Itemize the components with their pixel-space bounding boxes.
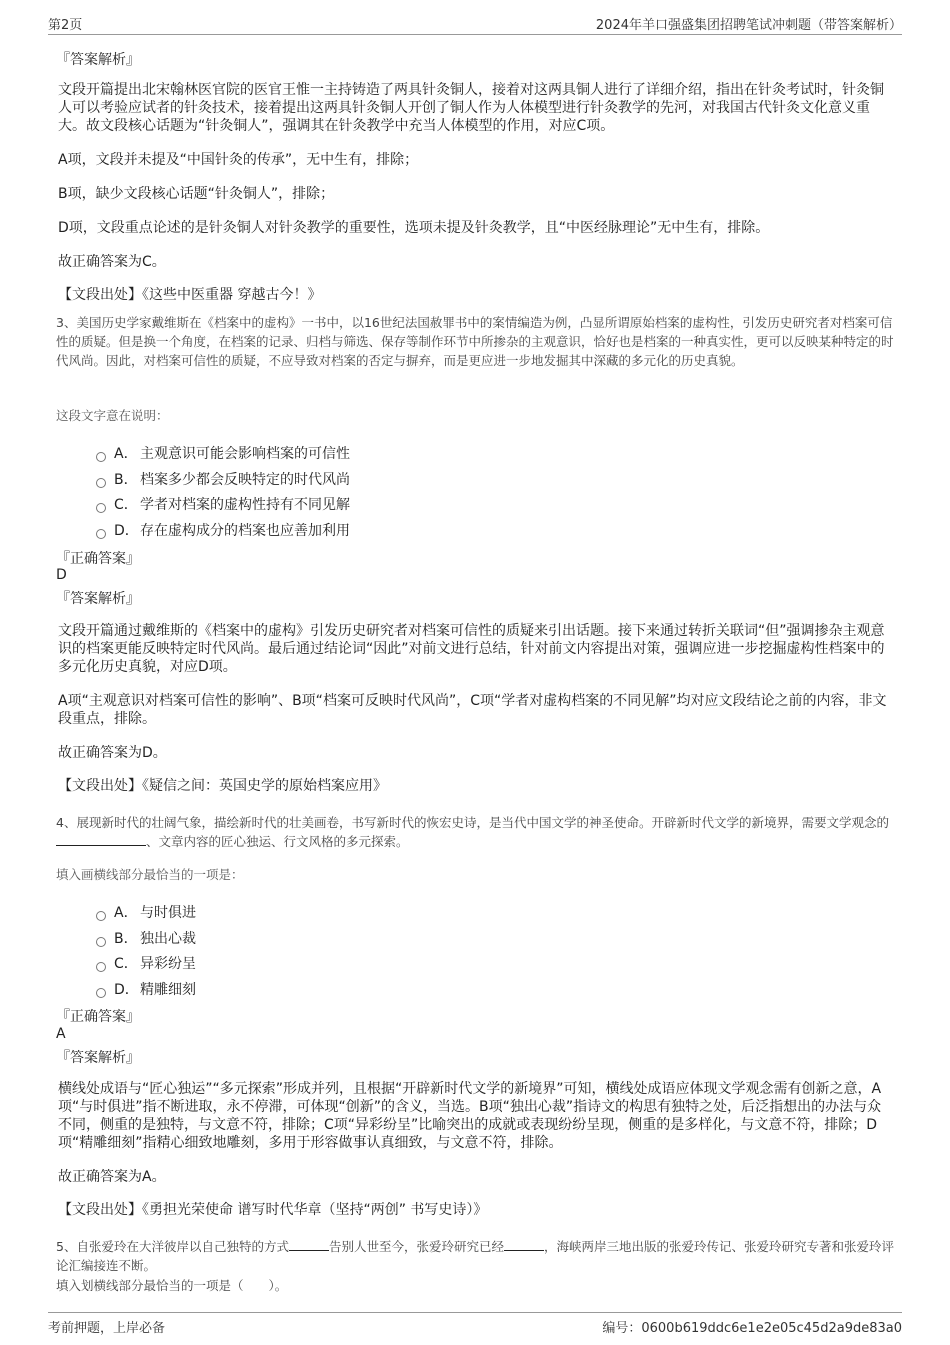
q4-analysis-p2: 故正确答案为A。 [58, 1169, 166, 1185]
q4-option-c[interactable]: C． 异彩纷呈 [96, 953, 196, 973]
option-text: 独出心裁 [140, 931, 196, 947]
radio-icon[interactable] [96, 988, 106, 998]
q3-answer-label: 『正确答案』 [56, 551, 140, 567]
option-text: 学者对档案的虚构性持有不同见解 [140, 497, 350, 513]
document-code: 编号：0600b619ddc6e1e2e05c45d2a9de83a0 [602, 1321, 902, 1336]
q4-source: 【文段出处】《勇担光荣使命 谱写时代华章（坚持“两创” 书写史诗）》 [58, 1202, 488, 1218]
q3-stem: 3、美国历史学家戴维斯在《档案中的虚构》一书中，以16世纪法国赦罪书中的案情编造为例，凸显所谓原始档案的虚构性，引发历史研究者对档案可信性的质疑。但是换一个角度，在档案的记录、归档与筛选、保存等制作环节中所掺杂的主观意识，恰好也是档案的一种真实性，更可以反映某种特定的时代风尚。因此，对档案可信性的质疑，不应导致对档案的否定与摒弃，而是更应进一步地发掘其中深藏的多元化的历史真貌。 [56, 315, 894, 368]
q2-source: 【文段出处】《这些中医重器 穿越古今！》 [58, 287, 322, 303]
q3-answer: D [56, 567, 67, 583]
radio-icon[interactable] [96, 911, 106, 921]
q2-analysis-p5: 故正确答案为C。 [58, 254, 166, 270]
option-text: 异彩纷呈 [140, 956, 196, 972]
radio-icon[interactable] [96, 529, 106, 539]
q2-analysis-p4: D项，文段重点论述的是针灸铜人对针灸教学的重要性，选项未提及针灸教学，且“中医经脉理论”无中生有，排除。 [58, 220, 770, 236]
option-text: 存在虚构成分的档案也应善加利用 [140, 523, 350, 539]
q4-analysis-label: 『答案解析』 [56, 1050, 140, 1066]
radio-icon[interactable] [96, 937, 106, 947]
page-header [48, 12, 902, 35]
q3-analysis-p2: A项“主观意识对档案可信性的影响”、B项“档案可反映时代风尚”，C项“学者对虚构档案的不同见解”均对应文段结论之前的内容，非文段重点，排除。 [58, 693, 887, 727]
footer-slogan: 考前押题，上岸必备 [48, 1321, 166, 1336]
q4-option-a[interactable]: A． 与时俱进 [96, 902, 196, 922]
q4-prompt: 填入画横线部分最恰当的一项是： [56, 867, 244, 882]
q5-prompt: 填入划横线部分最恰当的一项是（ ）。 [56, 1278, 288, 1293]
q2-analysis-label: 『答案解析』 [56, 52, 140, 68]
answer-blank [289, 1238, 329, 1251]
document-title: 2024年羊口强盛集团招聘笔试冲刺题（带答案解析） [595, 18, 902, 33]
answer-blank [56, 833, 146, 846]
q3-analysis-p1: 文段开篇通过戴维斯的《档案中的虚构》引发历史研究者对档案可信性的质疑来引出话题。接下来通过转折关联词“但”强调掺杂主观意识的档案更能反映特定时代风尚。最后通过结论词“因此”对前文进行总结，针对前文内容提出对策，强调应进一步挖掘虚构性档案中的多元化历史真貌，对应D项。 [58, 623, 885, 675]
radio-icon[interactable] [96, 503, 106, 513]
q3-source: 【文段出处】《疑信之间：英国史学的原始档案应用》 [58, 778, 387, 794]
q4-option-b[interactable]: B． 独出心裁 [96, 928, 196, 948]
q3-option-c[interactable]: C． 学者对档案的虚构性持有不同见解 [96, 494, 350, 514]
answer-blank [504, 1238, 544, 1251]
q3-prompt: 这段文字意在说明： [56, 408, 169, 423]
radio-icon[interactable] [96, 478, 106, 488]
radio-icon[interactable] [96, 452, 106, 462]
q4-answer: A [56, 1026, 66, 1042]
q5-stem: 5、自张爱玲在大洋彼岸以自己独特的方式 告别人世至今，张爱玲研究已经 ，海峡两岸三地出版的张爱玲传记、张爱玲研究专著和张爱玲评论汇编接连不断。 [56, 1239, 894, 1273]
q3-option-b[interactable]: B． 档案多少都会反映特定的时代风尚 [96, 469, 350, 489]
q3-option-a[interactable]: A． 主观意识可能会影响档案的可信性 [96, 443, 350, 463]
q2-analysis-p3: B项，缺少文段核心话题“针灸铜人”，排除； [58, 186, 335, 202]
option-text: 与时俱进 [140, 905, 196, 921]
q3-analysis-label: 『答案解析』 [56, 591, 140, 607]
option-text: 主观意识可能会影响档案的可信性 [140, 446, 350, 462]
q4-option-d[interactable]: D．精雕细刻 [96, 979, 196, 999]
option-text: 精雕细刻 [140, 982, 196, 998]
q2-analysis-p2: A项，文段并未提及“中国针灸的传承”，无中生有，排除； [58, 152, 419, 168]
q3-option-d[interactable]: D．存在虚构成分的档案也应善加利用 [96, 520, 350, 540]
option-text: 档案多少都会反映特定的时代风尚 [140, 472, 350, 488]
q2-analysis-p1: 文段开篇提出北宋翰林医官院的医官王惟一主持铸造了两具针灸铜人，接着对这两具铜人进行了详细介绍，指出在针灸考试时，针灸铜人可以考验应试者的针灸技术，接着提出这两具针灸铜人开创了铜人作为人体模型进行针灸教学的先河，对我国古代针灸文化意义重大。故文段核心话题为“针灸铜人”，强调其在针灸教学中充当人体模型的作用，对应C项。 [58, 82, 884, 134]
q4-stem: 4、展现新时代的壮阔气象，描绘新时代的壮美画卷，书写新时代的恢宏史诗，是当代中国文学的神圣使命。开辟新时代文学的新境界，需要文学观念的、文章内容的匠心独运、行文风格的多元探索。 [56, 815, 889, 849]
radio-icon[interactable] [96, 962, 106, 972]
q3-analysis-p3: 故正确答案为D。 [58, 745, 167, 761]
q4-answer-label: 『正确答案』 [56, 1009, 140, 1025]
page-footer [48, 1312, 902, 1335]
q4-analysis-p1: 横线处成语与“匠心独运”“多元探索”形成并列，且根据“开辟新时代文学的新境界”可知，横线处成语应体现文学观念需有创新之意，A项“与时俱进”指不断进取，永不停滞，可体现“创新”的含义，当选。B项“独出心裁”指诗文的构思有独特之处，后泛指想出的办法与众不同，侧重的是独特，与文意不符，排除；C项“异彩纷呈”比喻突出的成就或表现纷纷呈现，侧重的是多样化，与文意不符，排除；D项“精雕细刻”指精心细致地雕刻，多用于形容做事认真细致，与文意不符，排除。 [58, 1081, 882, 1151]
page-number: 第2页 [48, 18, 83, 33]
